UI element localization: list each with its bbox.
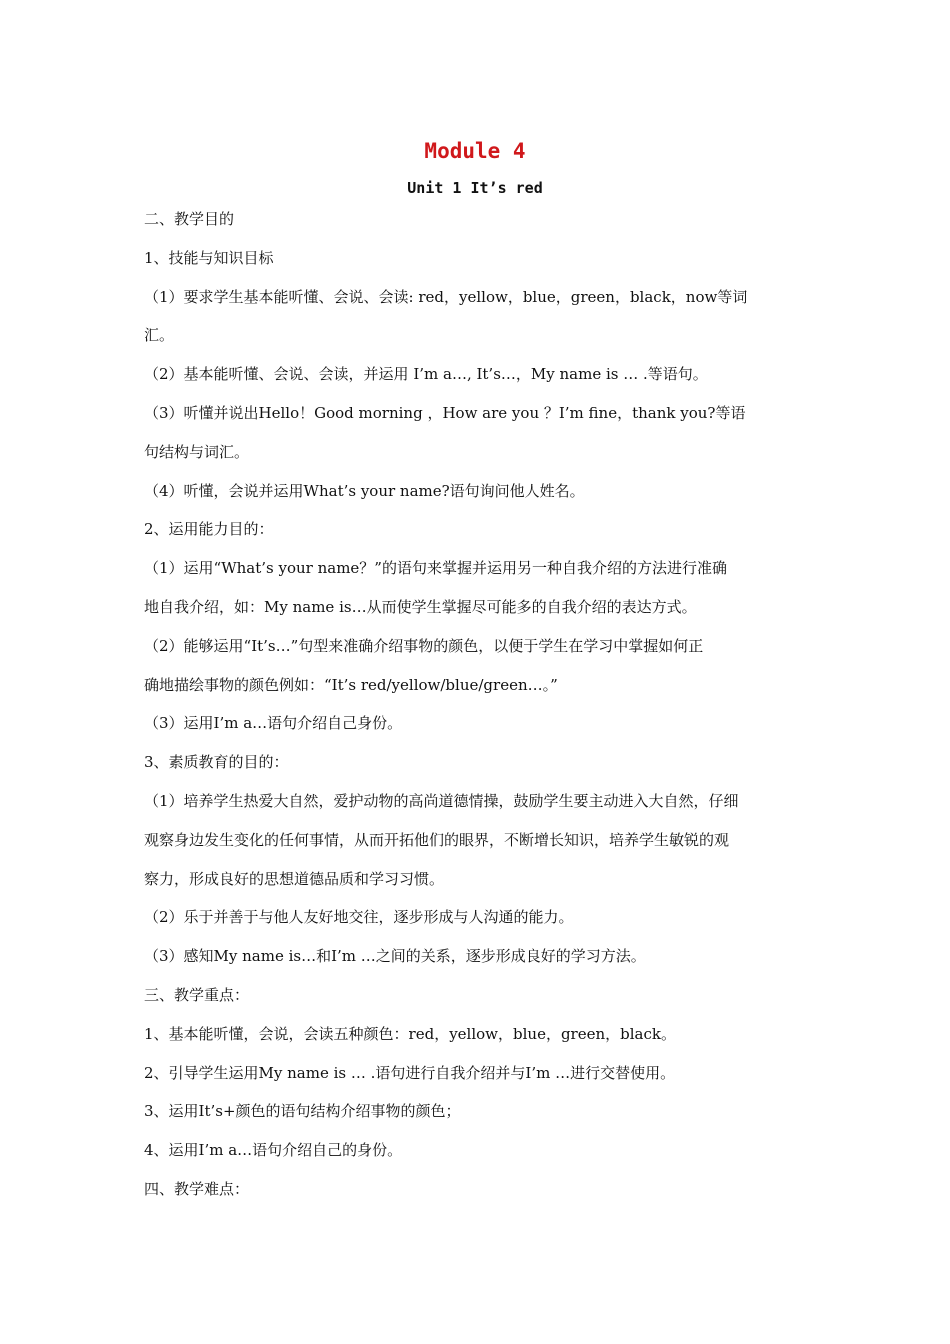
text-line: 1、基本能听懂，会说，会读五种颜色：red，yellow，blue，green，black。 [144,1024,676,1043]
text-line: （2）乐于并善于与他人友好地交往，逐步形成与人沟通的能力。 [144,908,574,927]
text-line: 察力，形成良好的思想道德品质和学习习惯。 [144,869,445,888]
text-line: （1）培养学生热爱大自然，爱护动物的高尚道德情操，鼓励学生要主动进入大自然，仔细 [144,791,739,810]
document-body [144,200,814,1209]
text-line: 汇。 [144,326,175,345]
text-line: （3）感知My name is…和I’m …之间的关系，逐步形成良好的学习方法。 [144,947,646,966]
text-line: 句结构与词汇。 [144,442,250,461]
text-line: 三、教学重点： [144,985,250,1004]
text-line: （1）运用“What’s your name？”的语句来掌握并运用另一种自我介绍的方法进行准确 [144,559,727,578]
text-line: （2）基本能听懂、会说、会读，并运用 I’m a…, It’s…，My name is … .等语句。 [144,365,708,384]
text-line: 确地描绘事物的颜色例如：“It’s red/yellow/blue/green…。” [144,675,558,694]
text-line: （3）运用I’m a…语句介绍自己身份。 [144,714,403,733]
text-line: 2、引导学生运用My name is … .语句进行自我介绍并与I’m …进行交替使用。 [144,1063,676,1082]
text-line: （2）能够运用“It’s…”句型来准确介绍事物的颜色，以便于学生在学习中掌握如何正 [144,636,704,655]
text-line: 二、教学目的 [144,210,235,228]
text-line: 1、技能与知识目标 [144,248,274,267]
text-line: （4）听懂，会说并运用What’s your name?语句询问他人姓名。 [144,481,585,500]
text-line: 观察身边发生变化的任何事情，从而开拓他们的眼界，不断增长知识，培养学生敏锐的观 [144,830,730,849]
text-line: 4、运用I’m a…语句介绍自己的身份。 [144,1141,403,1160]
text-line: 四、教学难点： [144,1179,250,1198]
text-line: 2、运用能力目的： [144,520,274,539]
page-subtitle: Unit 1 It’s red [407,179,543,197]
text-line: 地自我介绍，如：My name is…从而使学生掌握尽可能多的自我介绍的表达方式。 [144,597,697,616]
text-line: （1）要求学生基本能听懂、会说、会读: red，yellow，blue，green，black，now等词 [144,287,748,306]
text-line: 3、运用It’s+颜色的语句结构介绍事物的颜色； [144,1102,461,1121]
text-line: （3）听懂并说出Hello！Good morning ，How are you ？I’m fine，thank you?等语 [144,403,746,422]
text-line: 3、素质教育的目的： [144,753,289,772]
page-title: Module 4 [424,139,526,163]
